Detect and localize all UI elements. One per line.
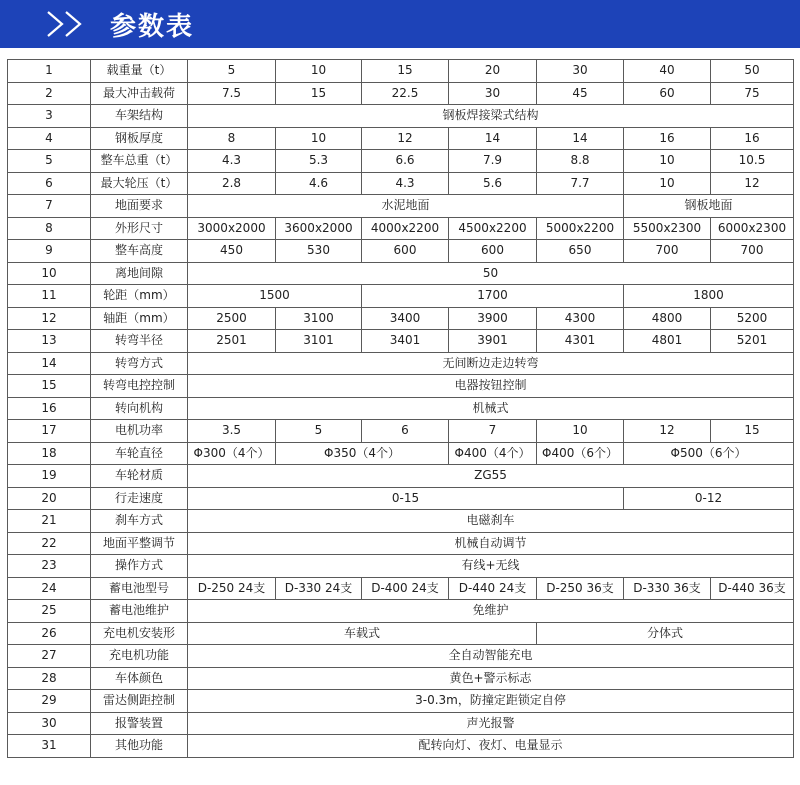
- param-value: 15: [276, 82, 362, 105]
- table-row: [8, 532, 794, 555]
- param-name: 其他功能: [91, 735, 188, 758]
- param-value: 10: [276, 127, 362, 150]
- row-number: 26: [8, 622, 91, 645]
- param-name: 蓄电池型号: [91, 577, 188, 600]
- param-value: Φ400（4个）: [449, 442, 537, 465]
- param-value: D-440 24支: [449, 577, 537, 600]
- param-value: 0-15: [188, 487, 624, 510]
- param-name: 刹车方式: [91, 510, 188, 533]
- param-value: 车载式: [188, 622, 537, 645]
- table-row: [8, 127, 794, 150]
- param-name: 转向机构: [91, 397, 188, 420]
- spec-table-body: [8, 60, 794, 758]
- row-number: 19: [8, 465, 91, 488]
- row-number: 2: [8, 82, 91, 105]
- param-value: 12: [624, 420, 711, 443]
- table-row: [8, 712, 794, 735]
- param-value: 16: [624, 127, 711, 150]
- param-value: 22.5: [362, 82, 449, 105]
- param-value: 3.5: [188, 420, 276, 443]
- param-name: 充电机安装形: [91, 622, 188, 645]
- table-row: [8, 82, 794, 105]
- param-value: 30: [449, 82, 537, 105]
- row-number: 16: [8, 397, 91, 420]
- row-number: 5: [8, 150, 91, 173]
- param-name: 车体颜色: [91, 667, 188, 690]
- param-name: 转弯方式: [91, 352, 188, 375]
- param-value: D-250 24支: [188, 577, 276, 600]
- param-value: Φ500（6个）: [624, 442, 794, 465]
- param-value: 5: [276, 420, 362, 443]
- param-value: 4000x2200: [362, 217, 449, 240]
- table-row: [8, 285, 794, 308]
- table-row: [8, 307, 794, 330]
- param-name: 轮距（mm）: [91, 285, 188, 308]
- param-name: 操作方式: [91, 555, 188, 578]
- param-value: 10: [624, 150, 711, 173]
- param-value: 4500x2200: [449, 217, 537, 240]
- param-value: 10: [537, 420, 624, 443]
- param-value: 5201: [711, 330, 794, 353]
- param-value: 14: [449, 127, 537, 150]
- param-name: 车架结构: [91, 105, 188, 128]
- row-number: 24: [8, 577, 91, 600]
- row-number: 25: [8, 600, 91, 623]
- row-number: 21: [8, 510, 91, 533]
- param-value: 700: [711, 240, 794, 263]
- param-value: 钢板地面: [624, 195, 794, 218]
- row-number: 22: [8, 532, 91, 555]
- param-value: 5.6: [449, 172, 537, 195]
- param-name: 雷达侧距控制: [91, 690, 188, 713]
- param-value: 3101: [276, 330, 362, 353]
- row-number: 14: [8, 352, 91, 375]
- param-name: 钢板厚度: [91, 127, 188, 150]
- param-value: 12: [711, 172, 794, 195]
- param-value: 20: [449, 60, 537, 83]
- param-value: 电器按钮控制: [188, 375, 794, 398]
- param-value: 无间断边走边转弯: [188, 352, 794, 375]
- param-value: 30: [537, 60, 624, 83]
- param-value: 3600x2000: [276, 217, 362, 240]
- table-row: [8, 397, 794, 420]
- param-value: 1800: [624, 285, 794, 308]
- param-value: 6000x2300: [711, 217, 794, 240]
- param-name: 转弯半径: [91, 330, 188, 353]
- param-value: 5: [188, 60, 276, 83]
- param-value: 12: [362, 127, 449, 150]
- row-number: 31: [8, 735, 91, 758]
- table-row: [8, 60, 794, 83]
- param-name: 地面平整调节: [91, 532, 188, 555]
- param-value: 40: [624, 60, 711, 83]
- param-value: 4300: [537, 307, 624, 330]
- param-value: 机械式: [188, 397, 794, 420]
- param-value: 7.9: [449, 150, 537, 173]
- param-name: 电机功率: [91, 420, 188, 443]
- param-name: 充电机功能: [91, 645, 188, 668]
- param-value: 3401: [362, 330, 449, 353]
- param-value: 4.3: [188, 150, 276, 173]
- param-value: 1700: [362, 285, 624, 308]
- double-chevron-right-icon: [44, 10, 94, 38]
- param-value: 10: [276, 60, 362, 83]
- param-value: 3-0.3m，防撞定距锁定自停: [188, 690, 794, 713]
- param-name: 行走速度: [91, 487, 188, 510]
- param-value: 声光报警: [188, 712, 794, 735]
- param-name: 地面要求: [91, 195, 188, 218]
- param-value: 75: [711, 82, 794, 105]
- param-value: 3400: [362, 307, 449, 330]
- param-value: 免维护: [188, 600, 794, 623]
- param-value: Φ400（6个）: [537, 442, 624, 465]
- param-value: 600: [362, 240, 449, 263]
- table-row: [8, 442, 794, 465]
- table-row: [8, 195, 794, 218]
- param-value: 有线+无线: [188, 555, 794, 578]
- param-value: 4801: [624, 330, 711, 353]
- table-row: [8, 645, 794, 668]
- param-value: 3000x2000: [188, 217, 276, 240]
- table-row: [8, 240, 794, 263]
- param-value: D-400 24支: [362, 577, 449, 600]
- row-number: 11: [8, 285, 91, 308]
- param-value: 7: [449, 420, 537, 443]
- row-number: 27: [8, 645, 91, 668]
- param-value: 分体式: [537, 622, 794, 645]
- param-name: 车轮直径: [91, 442, 188, 465]
- param-value: 配转向灯、夜灯、电量显示: [188, 735, 794, 758]
- row-number: 4: [8, 127, 91, 150]
- param-value: 7.7: [537, 172, 624, 195]
- row-number: 3: [8, 105, 91, 128]
- param-value: 5200: [711, 307, 794, 330]
- table-row: [8, 105, 794, 128]
- param-value: 8.8: [537, 150, 624, 173]
- table-row: [8, 172, 794, 195]
- table-row: [8, 150, 794, 173]
- param-value: 机械自动调节: [188, 532, 794, 555]
- param-value: 0-12: [624, 487, 794, 510]
- param-value: 全自动智能充电: [188, 645, 794, 668]
- table-row: [8, 690, 794, 713]
- param-value: 水泥地面: [188, 195, 624, 218]
- param-name: 车轮材质: [91, 465, 188, 488]
- param-value: 4.3: [362, 172, 449, 195]
- spec-table: [7, 59, 794, 758]
- param-value: D-440 36支: [711, 577, 794, 600]
- param-value: 3900: [449, 307, 537, 330]
- param-value: 600: [449, 240, 537, 263]
- table-row: [8, 735, 794, 758]
- table-row: [8, 262, 794, 285]
- param-name: 最大轮压（t）: [91, 172, 188, 195]
- row-number: 13: [8, 330, 91, 353]
- param-name: 载重量（t）: [91, 60, 188, 83]
- param-name: 离地间隙: [91, 262, 188, 285]
- row-number: 17: [8, 420, 91, 443]
- page-title: 参数表: [110, 12, 195, 42]
- row-number: 28: [8, 667, 91, 690]
- row-number: 20: [8, 487, 91, 510]
- param-value: 7.5: [188, 82, 276, 105]
- param-value: 16: [711, 127, 794, 150]
- table-row: [8, 352, 794, 375]
- row-number: 1: [8, 60, 91, 83]
- param-value: 4301: [537, 330, 624, 353]
- param-value: ZG55: [188, 465, 794, 488]
- table-row: [8, 600, 794, 623]
- param-value: Φ300（4个）: [188, 442, 276, 465]
- param-name: 报警装置: [91, 712, 188, 735]
- param-value: 钢板焊接梁式结构: [188, 105, 794, 128]
- param-value: Φ350（4个）: [276, 442, 449, 465]
- param-value: 5.3: [276, 150, 362, 173]
- row-number: 15: [8, 375, 91, 398]
- row-number: 12: [8, 307, 91, 330]
- table-row: [8, 420, 794, 443]
- param-value: 6: [362, 420, 449, 443]
- row-number: 30: [8, 712, 91, 735]
- param-value: 2500: [188, 307, 276, 330]
- row-number: 8: [8, 217, 91, 240]
- param-value: 4.6: [276, 172, 362, 195]
- param-value: 450: [188, 240, 276, 263]
- param-value: 50: [188, 262, 794, 285]
- param-value: 10: [624, 172, 711, 195]
- row-number: 7: [8, 195, 91, 218]
- param-value: 10.5: [711, 150, 794, 173]
- param-value: 14: [537, 127, 624, 150]
- table-row: [8, 510, 794, 533]
- param-name: 转弯电控控制: [91, 375, 188, 398]
- param-name: 蓄电池维护: [91, 600, 188, 623]
- param-value: 15: [711, 420, 794, 443]
- param-value: 3901: [449, 330, 537, 353]
- param-value: 1500: [188, 285, 362, 308]
- row-number: 9: [8, 240, 91, 263]
- row-number: 10: [8, 262, 91, 285]
- param-value: 4800: [624, 307, 711, 330]
- param-value: 700: [624, 240, 711, 263]
- param-value: D-250 36支: [537, 577, 624, 600]
- param-name: 整车高度: [91, 240, 188, 263]
- param-value: 5500x2300: [624, 217, 711, 240]
- param-value: 2.8: [188, 172, 276, 195]
- param-name: 轴距（mm）: [91, 307, 188, 330]
- param-value: 黄色+警示标志: [188, 667, 794, 690]
- param-value: 电磁刹车: [188, 510, 794, 533]
- table-row: [8, 577, 794, 600]
- table-row: [8, 217, 794, 240]
- row-number: 18: [8, 442, 91, 465]
- param-value: 530: [276, 240, 362, 263]
- param-value: 3100: [276, 307, 362, 330]
- param-value: 5000x2200: [537, 217, 624, 240]
- param-value: 50: [711, 60, 794, 83]
- section-header: [0, 0, 800, 48]
- param-value: 2501: [188, 330, 276, 353]
- row-number: 29: [8, 690, 91, 713]
- param-value: D-330 36支: [624, 577, 711, 600]
- table-row: [8, 667, 794, 690]
- param-name: 外形尺寸: [91, 217, 188, 240]
- param-value: D-330 24支: [276, 577, 362, 600]
- table-row: [8, 375, 794, 398]
- param-value: 15: [362, 60, 449, 83]
- param-name: 整车总重（t）: [91, 150, 188, 173]
- param-value: 60: [624, 82, 711, 105]
- row-number: 6: [8, 172, 91, 195]
- param-value: 650: [537, 240, 624, 263]
- row-number: 23: [8, 555, 91, 578]
- table-row: [8, 555, 794, 578]
- table-row: [8, 465, 794, 488]
- table-row: [8, 622, 794, 645]
- param-value: 6.6: [362, 150, 449, 173]
- table-row: [8, 487, 794, 510]
- param-name: 最大冲击载荷: [91, 82, 188, 105]
- param-value: 8: [188, 127, 276, 150]
- table-row: [8, 330, 794, 353]
- param-value: 45: [537, 82, 624, 105]
